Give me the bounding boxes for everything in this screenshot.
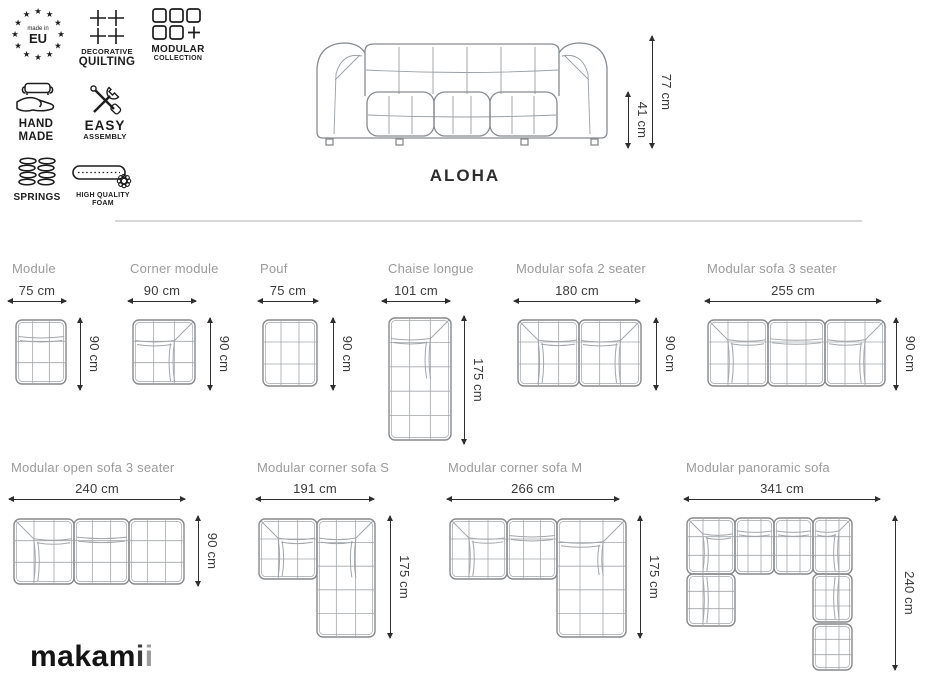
badge-decorative-quilting bbox=[76, 8, 138, 69]
dimension-arrow bbox=[447, 499, 619, 500]
dimension-arrow bbox=[895, 516, 896, 670]
module-name: Modular panoramic sofa bbox=[686, 460, 830, 475]
dimension-arrow bbox=[656, 318, 657, 390]
springs-icon bbox=[16, 156, 58, 192]
seat-height-value: 41 cm bbox=[635, 101, 650, 139]
dimension-arrow bbox=[80, 318, 81, 390]
dimension-arrow bbox=[896, 318, 897, 390]
badge-label: QUILTING bbox=[78, 56, 136, 69]
eu-label: EU bbox=[28, 31, 48, 46]
panoramic-sofa-topview-diagram bbox=[685, 516, 854, 672]
badge-label: COLLECTION bbox=[153, 55, 203, 63]
width-value: 341 cm bbox=[760, 481, 804, 496]
width-value: 266 cm bbox=[511, 481, 555, 496]
badge-high-quality-foam bbox=[70, 160, 136, 208]
width-dimension bbox=[258, 283, 318, 302]
dimension-arrow bbox=[464, 316, 465, 444]
brand-text: makam bbox=[30, 640, 136, 673]
dimension-arrow bbox=[640, 516, 641, 638]
badge-springs bbox=[12, 156, 62, 203]
depth-value: 175 cm bbox=[397, 555, 412, 599]
module-name: Chaise longue bbox=[388, 261, 474, 276]
depth-value: 175 cm bbox=[471, 358, 486, 402]
dimension-arrow bbox=[256, 499, 374, 500]
dimension-arrow bbox=[684, 499, 880, 500]
svg-text:★: ★ bbox=[45, 9, 54, 20]
svg-text:★: ★ bbox=[11, 29, 19, 39]
dimension-arrow bbox=[8, 301, 66, 302]
module-name: Modular sofa 3 seater bbox=[707, 261, 837, 276]
hero-sofa-illustration bbox=[308, 34, 616, 148]
overall-height-value: 77 cm bbox=[659, 73, 674, 111]
svg-text:★: ★ bbox=[34, 6, 42, 16]
depth-value: 90 cm bbox=[217, 335, 232, 373]
svg-text:★: ★ bbox=[14, 40, 22, 51]
depth-value: 90 cm bbox=[903, 335, 918, 373]
dimension-arrow bbox=[128, 301, 196, 302]
svg-text:★: ★ bbox=[54, 40, 62, 51]
svg-text:★: ★ bbox=[14, 17, 22, 28]
svg-text:★: ★ bbox=[22, 48, 31, 59]
product-title: ALOHA bbox=[429, 166, 501, 185]
dimension-arrow bbox=[390, 516, 391, 638]
dimension-arrow bbox=[333, 318, 334, 390]
module-name: Modular sofa 2 seater bbox=[516, 261, 646, 276]
badge-label: FOAM bbox=[92, 199, 114, 207]
brand-logo bbox=[30, 640, 154, 674]
corner-module-topview-diagram bbox=[131, 318, 197, 386]
depth-value: 90 cm bbox=[340, 335, 355, 373]
badge-label: MODULAR bbox=[151, 44, 205, 55]
sofa-3-seater-topview-diagram bbox=[706, 318, 887, 388]
corner-sofa-s-topview-diagram bbox=[257, 517, 377, 639]
width-dimension bbox=[514, 283, 640, 302]
svg-text:★: ★ bbox=[45, 48, 54, 59]
width-value: 180 cm bbox=[555, 283, 599, 298]
badge-hand-made bbox=[10, 82, 62, 144]
width-value: 75 cm bbox=[269, 283, 307, 298]
pouf-topview-diagram bbox=[261, 318, 319, 388]
made-in-label: made in bbox=[27, 26, 49, 32]
modular-collection-icon bbox=[152, 8, 204, 44]
dimension-arrow bbox=[9, 499, 185, 500]
dimension-arrow bbox=[514, 301, 640, 302]
depth-value: 90 cm bbox=[663, 335, 678, 373]
dimension-arrow bbox=[382, 301, 450, 302]
brand-text: i bbox=[144, 640, 154, 673]
badge-label: EASY bbox=[84, 118, 126, 133]
width-dimension bbox=[128, 283, 196, 302]
made-in-eu-icon bbox=[9, 6, 67, 62]
module-topview-diagram bbox=[14, 318, 68, 386]
width-dimension bbox=[705, 283, 881, 302]
dimension-arrow bbox=[258, 301, 318, 302]
width-dimension bbox=[256, 481, 374, 500]
width-dimension bbox=[684, 481, 880, 500]
dimension-arrow bbox=[652, 36, 653, 148]
dimension-arrow bbox=[628, 92, 629, 148]
width-value: 255 cm bbox=[771, 283, 815, 298]
module-name: Module bbox=[12, 261, 56, 276]
width-dimension bbox=[9, 481, 185, 500]
width-value: 75 cm bbox=[18, 283, 56, 298]
module-name: Modular corner sofa M bbox=[448, 460, 583, 475]
badge-label: HAND bbox=[18, 118, 54, 130]
dimension-arrow bbox=[210, 318, 211, 390]
open-sofa-3-seater-topview-diagram bbox=[12, 517, 186, 586]
svg-text:★: ★ bbox=[57, 29, 65, 39]
easy-assembly-icon bbox=[86, 82, 124, 118]
badge-label: ASSEMBLY bbox=[83, 132, 127, 142]
badge-label: MADE bbox=[18, 130, 54, 143]
module-name: Pouf bbox=[260, 261, 288, 276]
quilting-icon bbox=[85, 8, 129, 48]
width-value: 240 cm bbox=[75, 481, 119, 496]
badge-modular-collection bbox=[146, 8, 210, 63]
width-dimension bbox=[8, 283, 66, 302]
badge-label: SPRINGS bbox=[13, 192, 61, 203]
width-value: 191 cm bbox=[293, 481, 337, 496]
depth-value: 90 cm bbox=[87, 335, 102, 373]
module-name: Modular corner sofa S bbox=[257, 460, 390, 475]
badge-label: HIGH QUALITY bbox=[76, 192, 130, 199]
depth-value: 240 cm bbox=[902, 571, 917, 615]
depth-value: 90 cm bbox=[205, 532, 220, 570]
svg-text:★: ★ bbox=[54, 17, 62, 28]
section-divider bbox=[115, 220, 862, 222]
foam-icon bbox=[72, 160, 134, 192]
dimension-arrow bbox=[705, 301, 881, 302]
sofa-2-seater-topview-diagram bbox=[516, 318, 643, 388]
width-value: 101 cm bbox=[394, 283, 438, 298]
width-dimension bbox=[382, 283, 450, 302]
svg-text:★: ★ bbox=[34, 52, 42, 62]
badge-made-in-eu bbox=[8, 6, 68, 62]
depth-value: 175 cm bbox=[647, 555, 662, 599]
width-value: 90 cm bbox=[143, 283, 181, 298]
badge-label: DECORATIVE bbox=[81, 47, 133, 56]
brand-text: i bbox=[135, 640, 145, 673]
hand-made-icon bbox=[13, 82, 59, 118]
module-name: Modular open sofa 3 seater bbox=[11, 460, 175, 475]
svg-text:★: ★ bbox=[22, 9, 31, 20]
chaise-longue-topview-diagram bbox=[387, 316, 453, 442]
corner-sofa-m-topview-diagram bbox=[448, 517, 628, 639]
width-dimension bbox=[447, 481, 619, 500]
module-name: Corner module bbox=[130, 261, 219, 276]
badge-easy-assembly bbox=[74, 82, 136, 142]
dimension-arrow bbox=[198, 516, 199, 586]
